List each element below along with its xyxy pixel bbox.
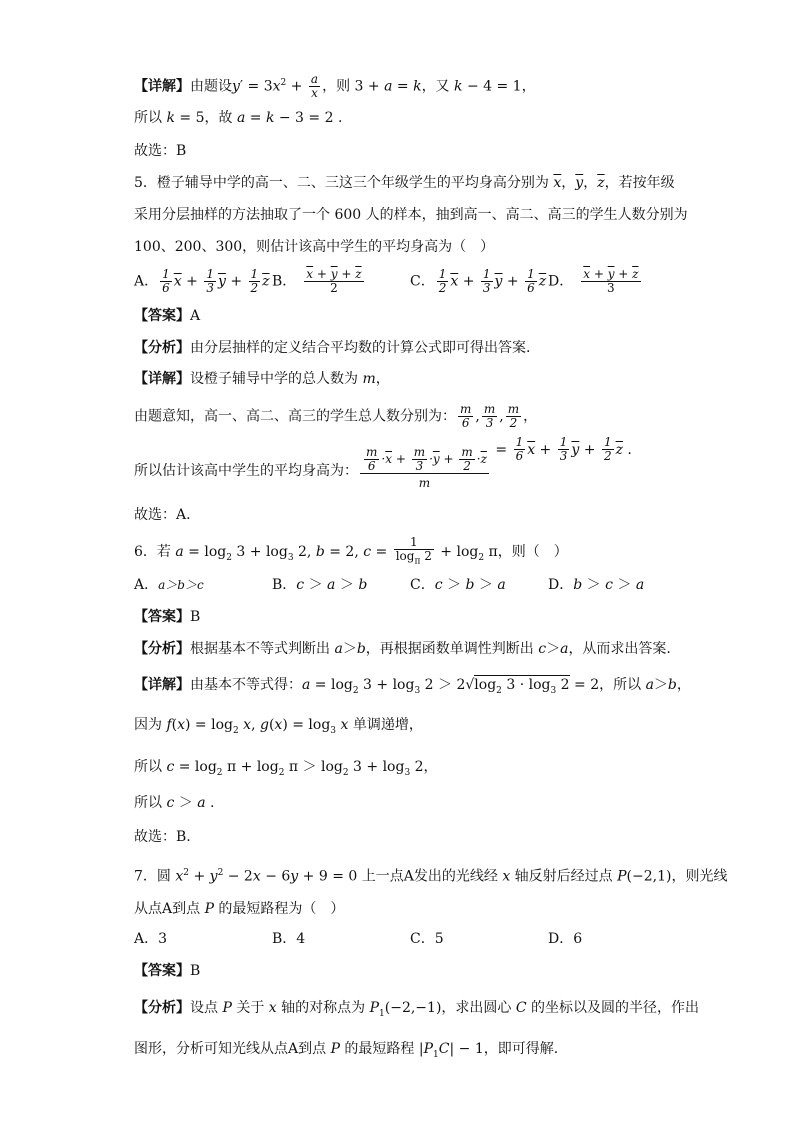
q5-formula: $\frac{m}{6}$ $\cdot\overline{x}$ + $\frac{m}{3}$ $\cdot\overline{y}$ + $\frac{m}{2}$ $\cdot\overline{z}$ m = $\frac{1}{6}$ $\overline{x}$ + $\frac{1}{3}$ $\overline{y}$ + $\frac{1}{2}$ $\overline{z}$ . [358,446,632,492]
q4-detail-line: 【详解】由题设$y' = 3x^2$ + $\frac{a}{x}$ ，则 3 + a = k，又 k − 4 = 1， [134,72,536,101]
q6-detail1: 【详解】由基本不等式得：$a = \log_2 3 + \log_3 2 > 2√\log_2$ $3 \cdot \log_3 2 = 2$，所以 a＞b， [134,677,691,696]
analysis-tag: 【分析】 [134,1000,190,1016]
detail-tag: 【详解】 [134,371,190,387]
answer-tag: 【答案】 [134,609,190,625]
q7-answer: B [190,963,201,979]
q7-option-b[interactable]: B．4 [272,931,306,947]
detail-tag: 【详解】 [134,78,190,95]
q7-stem-line2: 从点A到点 P 的最短路程为（ ） [134,901,345,917]
q6-stem: 6．若 $a = \log_2 3 + \log_3 2$, b = 2, c = $\frac{1}{\log_\pi 2}$ + $\log_2 \pi$，则（ ） [134,535,568,567]
q7-stem-line1: 7．圆 $x^2 + y^2 - 2x - 6y + 9 = 0$ 上一点A发出的光线经 x 轴反射后经过点 P(−2,1)，则光线 [134,868,728,885]
q5-analysis: 由分层抽样的定义结合平均数的计算公式即可得出答案. [190,340,531,356]
q5-answer: A [190,308,201,324]
q6-detail3: 所以 $c = \log_2 \pi + \log_2 \pi > \log_2 3 + \log_3 2$， [134,759,438,778]
q6-option-b[interactable]: B．c ＞ a ＞ b [272,577,368,593]
q5-stem-line3: 100、200、300，则估计该高中学生的平均身高为（ ） [134,239,495,255]
answer-tag: 【答案】 [134,963,190,979]
q6-option-c[interactable]: C．c ＞ b ＞ a [410,577,506,593]
q5-option-d[interactable]: D． $\frac{\overline{x} + \overline{y} + \overline{z}}{3}$ [548,267,639,295]
q7-option-c[interactable]: C．5 [410,931,444,947]
q7-option-d[interactable]: D．6 [548,931,583,947]
q7-analysis-line2: 图形，分析可知光线从点A到点 P 的最短路程 $|P_1C| - 1$，即可得解. [134,1041,559,1060]
q6-answer-line [134,606,684,628]
detail-tag: 【详解】 [134,677,190,693]
q5-detail3: 所以估计该高中学生的平均身高为： $\frac{m}{6}$ $\cdot\overline{x}$ + $\frac{m}{3}$ $\cdot\overline{y}$ + $\frac{m}{2}$ $\cdot\overline{z}$ m = $\frac{1}{6}$ $\overline{x}$ + $\frac{1}{3}$ $\overline{y}$ + $\frac{1}{2}$ $\overline{z}$ . [134,435,632,490]
q5-stem-line2: 采用分层抽样的方法抽取了一个 600 人的样本，抽到高一、高二、高三的学生人数分别为 [134,207,688,223]
q5-final: 故选：A. [134,507,191,523]
q6-final: 故选：B. [134,829,191,845]
q5-option-b[interactable]: B． $\frac{\overline{x} + \overline{y} + \overline{z}}{2}$ [272,267,362,295]
analysis-tag: 【分析】 [134,340,190,356]
q4-answer-line: 故选：B [134,143,187,159]
q6-answer: B [190,609,201,625]
q7-answer-line [134,960,684,982]
q5-answer-line [134,305,684,327]
q4-line2: 所以 k = 5，故 a = k − 3 = 2 . [134,110,343,126]
q7-option-a[interactable]: A．3 [134,931,168,947]
q7-analysis-line1: 【分析】设点 P 关于 x 轴的对称点为 $P_1(-2,-1)$，求出圆心 C 的坐标以及圆的半径，作出 [134,1000,700,1019]
q6-analysis-line: 【分析】根据基本不等式判断出 a＞b，再根据函数单调性判断出 c＞a，从而求出答案. [134,641,671,657]
q5-detail1: 【详解】设橙子辅导中学的总人数为 m， [134,371,390,387]
q6-detail2: 因为 $f(x) = \log_2 x$, $g(x) = \log_3 x$ 单调递增， [134,717,423,736]
q5-options [134,262,684,298]
analysis-tag: 【分析】 [134,641,190,657]
q6-option-d[interactable]: D．b ＞ c ＞ a [548,577,645,593]
q5-stem-line1: 5．橙子辅导中学的高一、二、三这三个年级学生的平均身高分别为 $\overline{x}$，$\overline{y}$，$\overline{z}$，若按年级 [134,175,675,191]
answer-tag: 【答案】 [134,308,190,324]
q6-detail4: 所以 c ＞ a . [134,795,215,811]
q5-detail2: 由题意知，高一、高二、高三的学生总人数分别为： $\frac{m}{6}$ , $\frac{m}{3}$ , $\frac{m}{2}$ ， [134,402,538,430]
q5-option-c[interactable]: C． $\frac{1}{2}$ $\overline{x}$ + $\frac{1}{3}$ $\overline{y}$ + $\frac{1}{6}$ $\overline{z}$ [410,267,547,295]
q6-option-a[interactable]: A．a＞b＞c [134,577,204,593]
q5-analysis-line [134,337,684,359]
q5-option-a[interactable]: A． $\frac{1}{6}$ $\overline{x}$ + $\frac{1}{3}$ $\overline{y}$ + $\frac{1}{2}$ $\overline{z}$ [134,267,270,295]
